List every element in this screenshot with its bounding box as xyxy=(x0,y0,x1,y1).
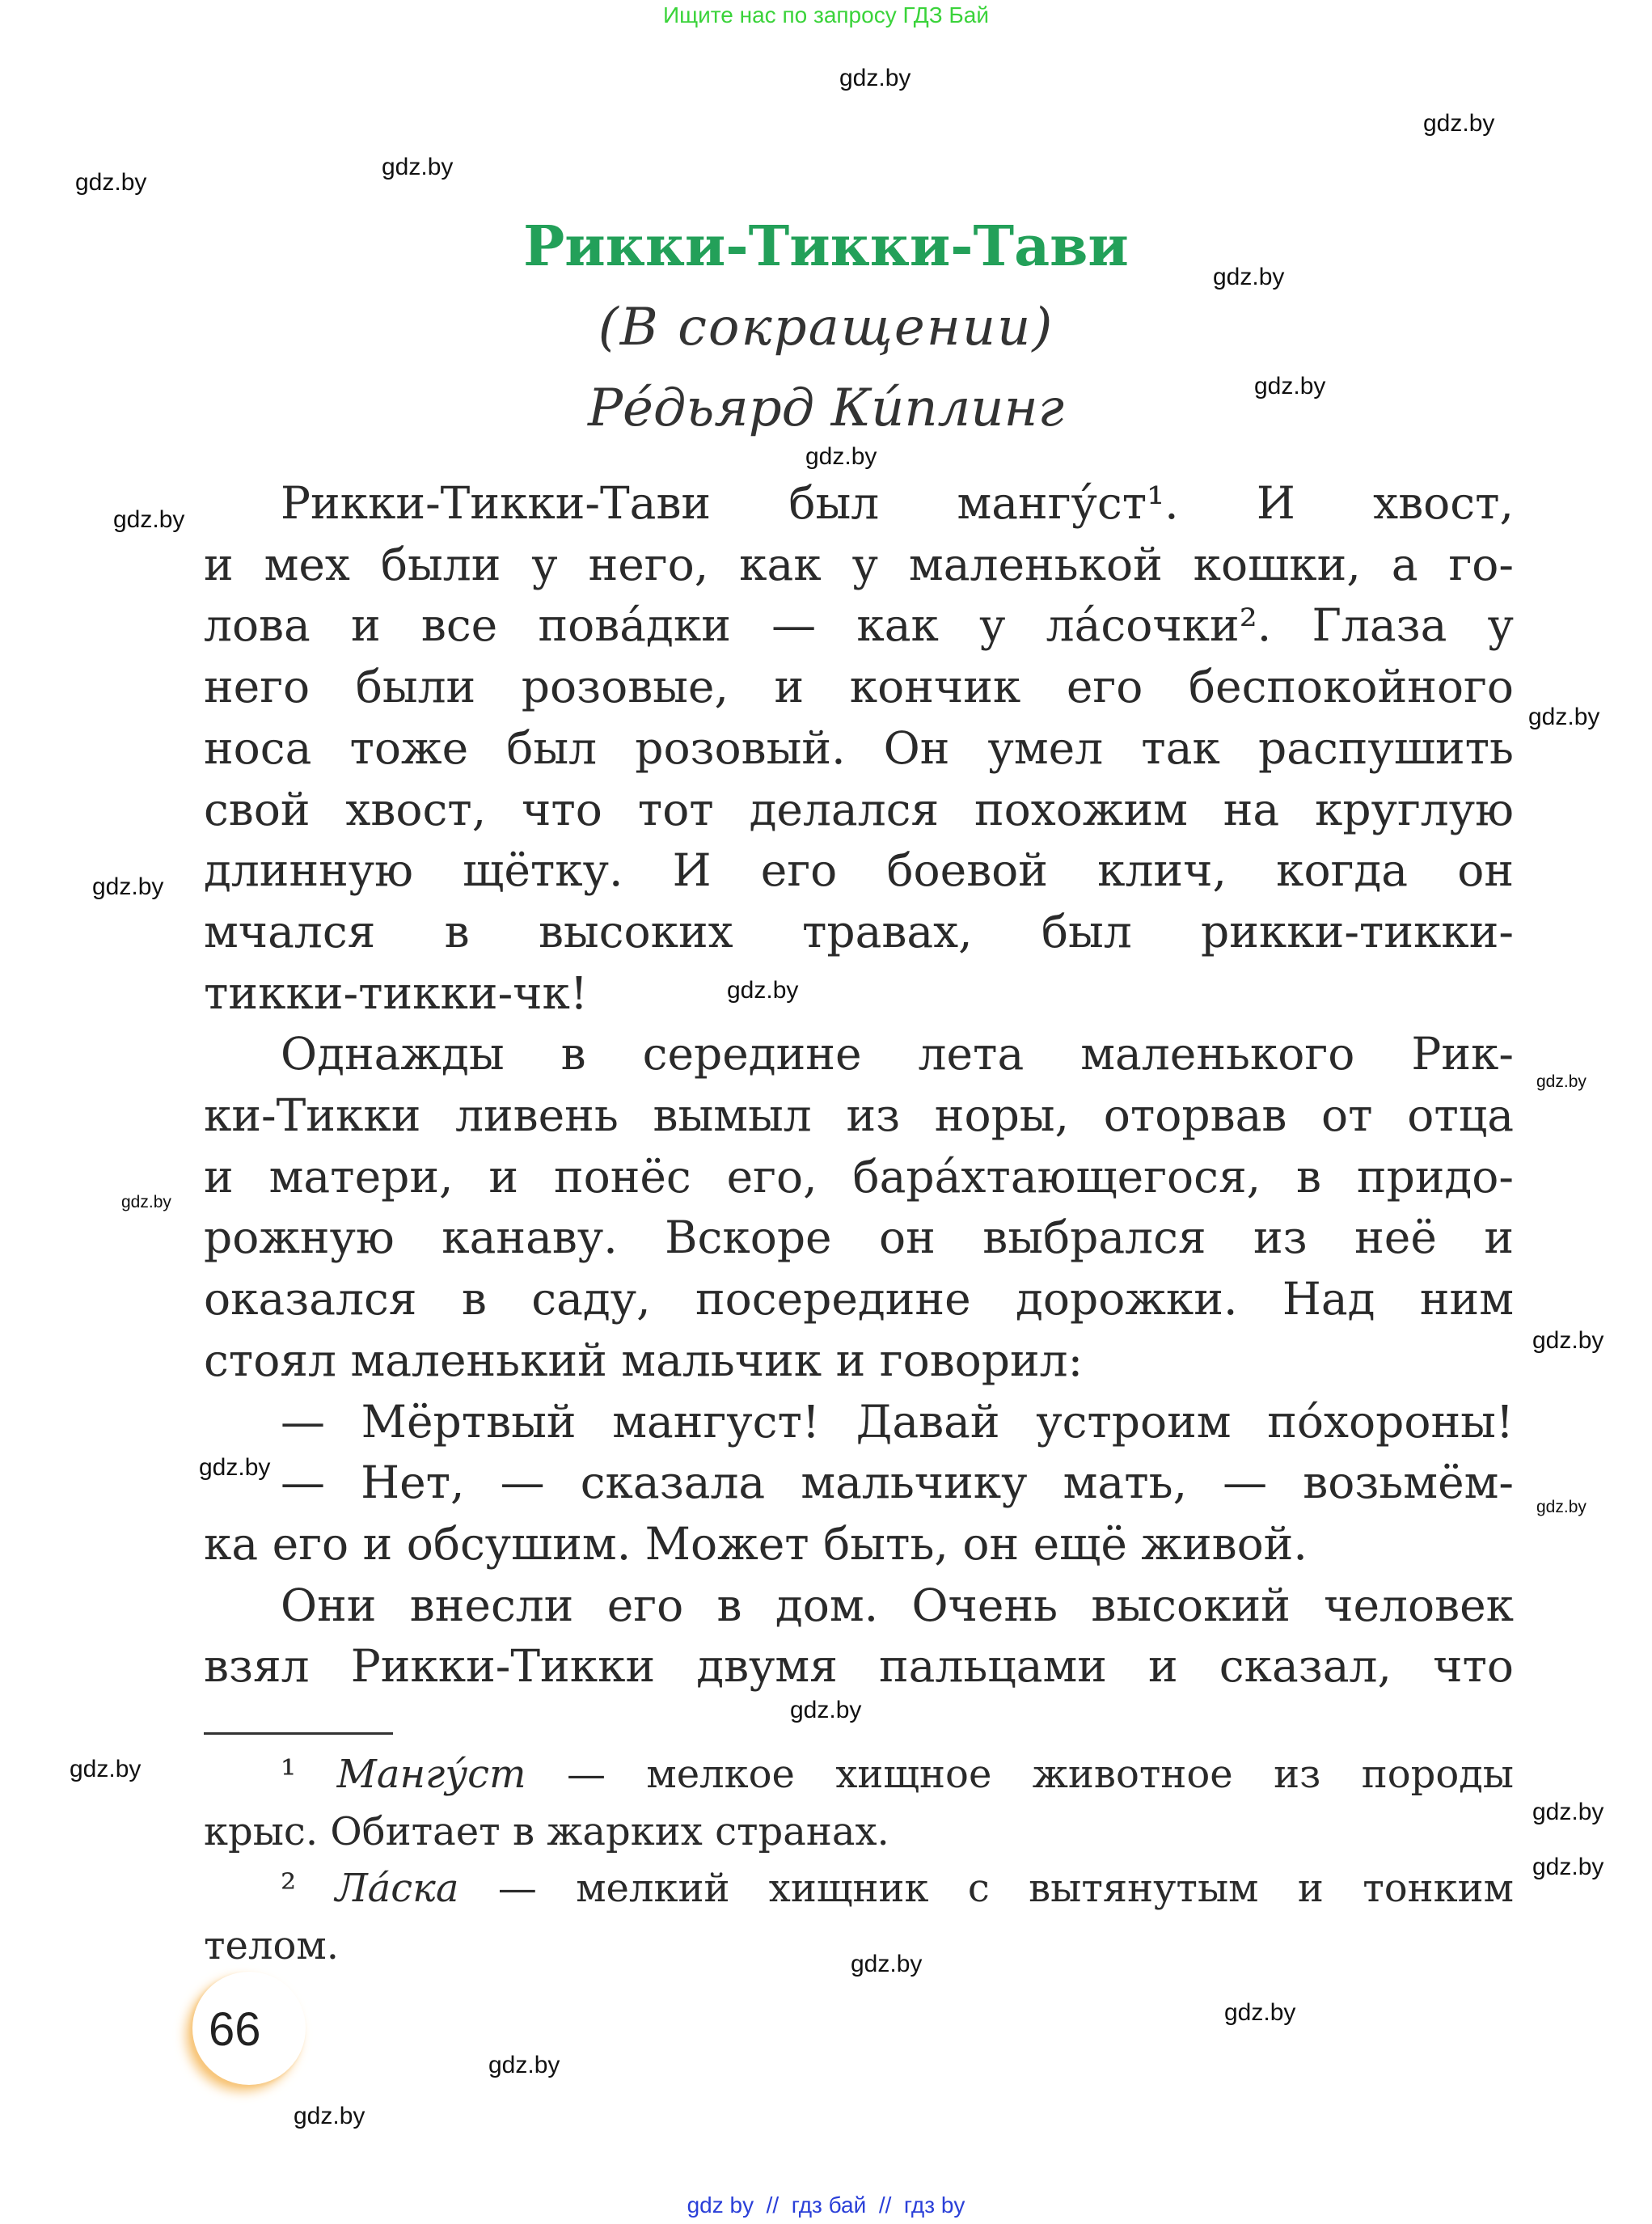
watermark: gdz.by xyxy=(839,65,911,91)
body-line: ка его и обсушим. Может быть, он ещё живой. xyxy=(204,1517,1308,1570)
watermark: gdz.by xyxy=(1528,704,1600,730)
body-line: Они внесли его в дом. Очень высокий человек xyxy=(281,1579,1514,1631)
body-line: лова и все пова́дки — как у ла́сочки². Глаза у xyxy=(204,599,1514,652)
watermark: gdz.by xyxy=(1254,373,1326,400)
watermark: gdz.by xyxy=(382,154,454,180)
footnote-mark: ¹ xyxy=(281,1752,297,1797)
watermark: gdz.by xyxy=(851,1951,923,1977)
watermark: gdz.by xyxy=(1532,1854,1604,1880)
watermark: gdz.by xyxy=(1536,1072,1587,1091)
footnote-term: Ла́ска xyxy=(335,1866,459,1911)
watermark: gdz.by xyxy=(790,1697,862,1723)
body-line: — Нет, — сказала мальчику мать, — возьмём- xyxy=(281,1457,1514,1509)
body-line: него были розовые, и кончик его беспокойного xyxy=(204,661,1514,713)
body-line: тикки-тикки-чк! xyxy=(204,966,588,1019)
body-line: — Мёртвый мангуст! Давай устроим по́хороны! xyxy=(281,1395,1514,1448)
watermark: gdz.by xyxy=(121,1193,171,1211)
footnote-1-line-2: крыс. Обитает в жарких странах. xyxy=(204,1809,889,1854)
watermark: gdz.by xyxy=(199,1454,271,1481)
watermark: gdz.by xyxy=(1532,1327,1604,1354)
page-number: 66 xyxy=(209,2003,261,2056)
footer-links[interactable]: gdz by // гдз бай // гдз by xyxy=(687,2192,965,2218)
body-line: мчался в высоких травах, был рикки-тикки- xyxy=(204,905,1514,958)
body-line: взял Рикки-Тикки двумя пальцами и сказал, что xyxy=(204,1640,1514,1693)
body-line: свой хвост, что тот делался похожим на круглую xyxy=(204,783,1514,835)
search-banner[interactable]: Ищите нас по запросу ГДЗ Бай xyxy=(662,2,990,27)
watermark: gdz.by xyxy=(1224,1999,1296,2026)
story-subtitle: (В сокращении) xyxy=(598,298,1054,357)
watermark: gdz.by xyxy=(805,443,877,470)
body-line: длинную щётку. И его боевой клич, когда он xyxy=(204,844,1514,897)
body-line: ки-Тикки ливень вымыл из норы, оторвав от отца xyxy=(204,1089,1514,1141)
footnote-mark: ² xyxy=(281,1866,297,1911)
body-line: стоял маленький мальчик и говорил: xyxy=(204,1334,1084,1386)
watermark: gdz.by xyxy=(70,1756,142,1782)
body-line: оказался в саду, посередине дорожки. Над ним xyxy=(204,1273,1514,1326)
body-line: рожную канаву. Вскоре он выбрался из неё и xyxy=(204,1211,1514,1264)
watermark: gdz.by xyxy=(92,873,164,900)
body-line: Рикки-Тикки-Тави был мангу́ст¹. И хвост, xyxy=(281,477,1514,529)
watermark: gdz.by xyxy=(727,977,799,1004)
story-author: Ре́дьярд Ки́плинг xyxy=(587,378,1065,438)
footnote-divider xyxy=(204,1732,393,1735)
footnote-text: — мелкое хищное животное из породы xyxy=(566,1752,1514,1797)
footnote-term: Мангу́ст xyxy=(336,1752,526,1797)
watermark: gdz.by xyxy=(1532,1799,1604,1825)
body-line: носа тоже был розовый. Он умел так распушить xyxy=(204,721,1514,774)
footnote-2-line-1 xyxy=(281,1866,1514,1911)
watermark: gdz.by xyxy=(75,169,147,196)
watermark: gdz.by xyxy=(488,2052,560,2078)
footnote-text: — мелкий хищник с вытянутым и тонким xyxy=(497,1866,1514,1911)
watermark: gdz.by xyxy=(1213,264,1285,290)
body-line: и мех были у него, как у маленькой кошки, а го- xyxy=(204,538,1514,590)
watermark: gdz.by xyxy=(1423,110,1495,137)
body-line: Однажды в середине лета маленького Рик- xyxy=(281,1028,1514,1080)
footnote-2-line-2: телом. xyxy=(204,1923,339,1968)
watermark: gdz.by xyxy=(294,2103,365,2129)
footnote-1-line-1 xyxy=(281,1752,1514,1797)
watermark: gdz.by xyxy=(113,506,185,533)
watermark: gdz.by xyxy=(1536,1498,1587,1516)
story-title: Рикки-Тикки-Тави xyxy=(523,214,1129,279)
body-line: и матери, и понёс его, бара́хтающегося, в придо- xyxy=(204,1150,1514,1203)
